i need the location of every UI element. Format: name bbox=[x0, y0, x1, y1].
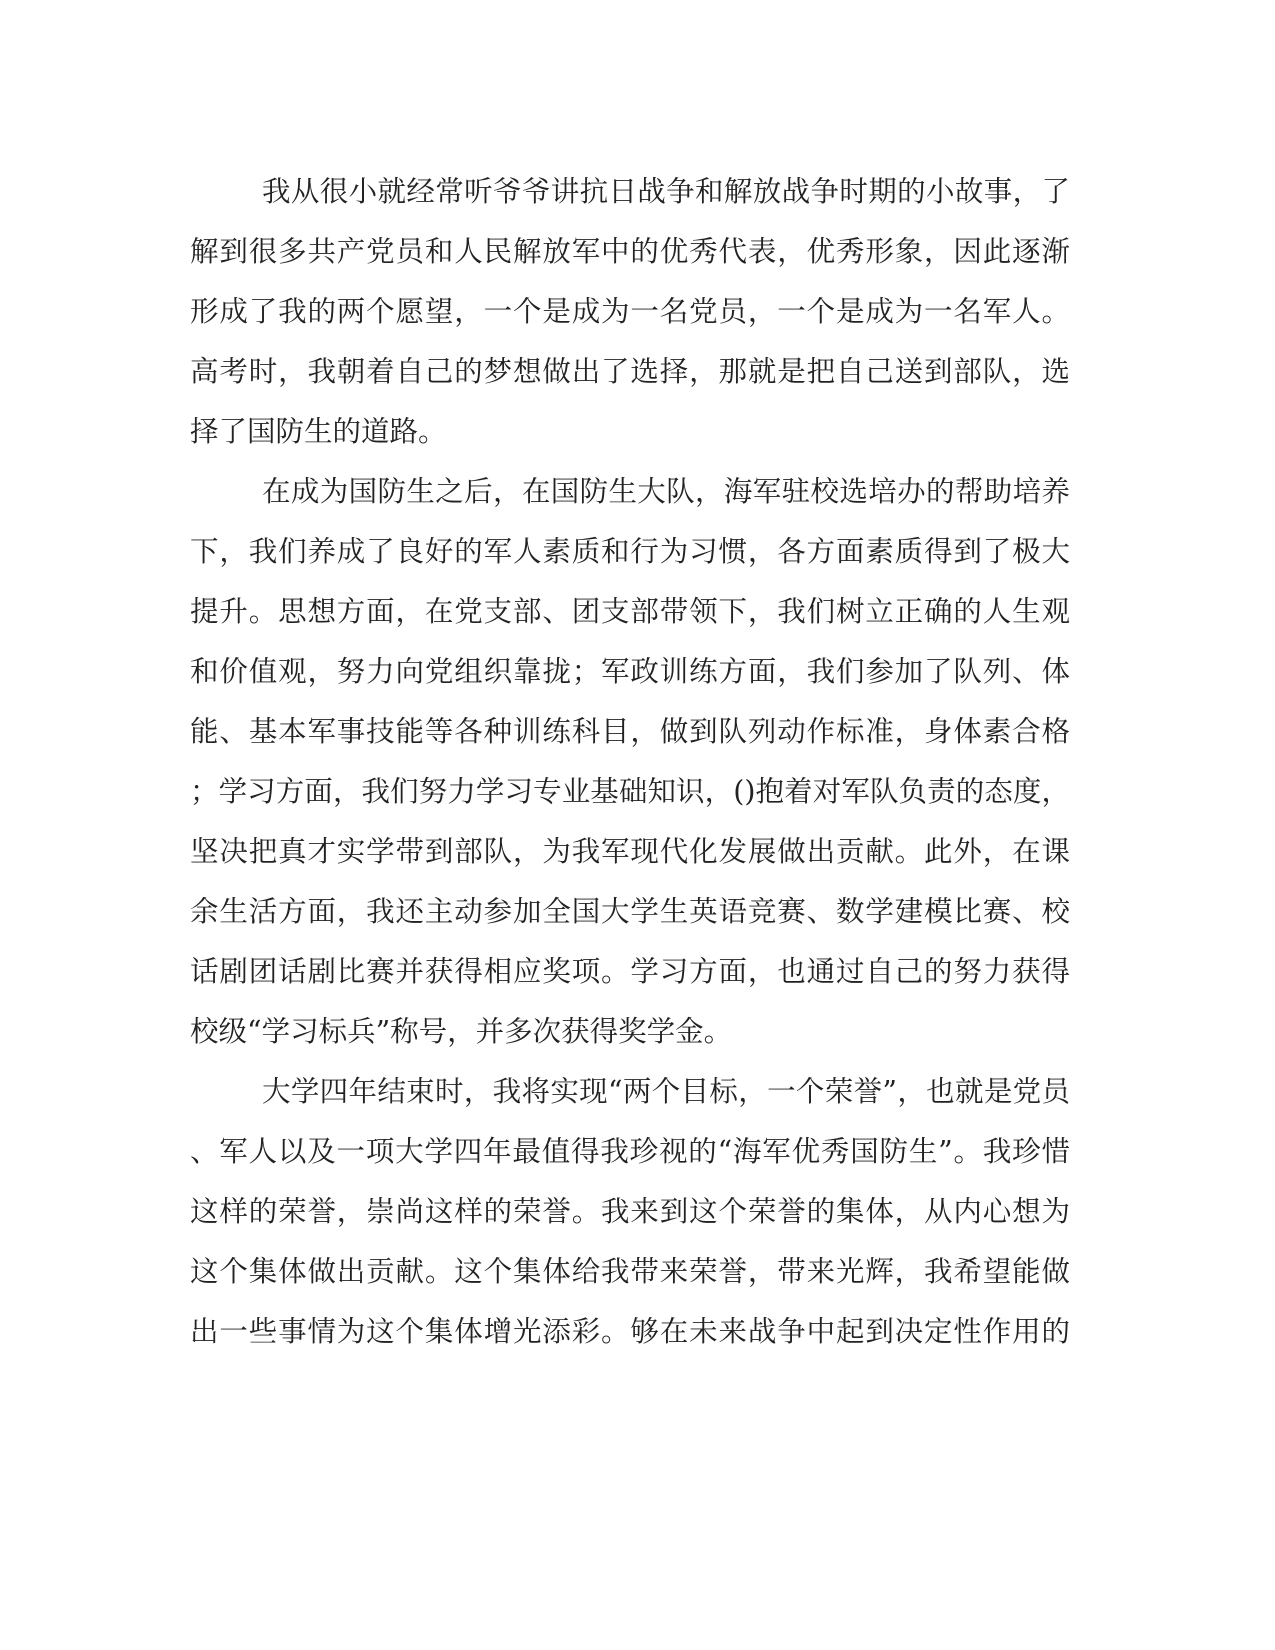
text-line: 下，我们养成了良好的军人素质和行为习惯，各方面素质得到了极大 bbox=[190, 535, 1070, 568]
text-line: 话剧团话剧比赛并获得相应奖项。学习方面，也通过自己的努力获得 bbox=[190, 955, 1070, 988]
text-line: 解到很多共产党员和人民解放军中的优秀代表，优秀形象，因此逐渐 bbox=[190, 235, 1070, 268]
text-line: 出一些事情为这个集体增光添彩。够在未来战争中起到决定性作用的 bbox=[190, 1315, 1070, 1348]
text-line: 校级“学习标兵”称号，并多次获得奖学金。 bbox=[190, 1015, 733, 1048]
text-line: 这样的荣誉，崇尚这样的荣誉。我来到这个荣誉的集体，从内心想为 bbox=[190, 1195, 1070, 1228]
text-line: 在成为国防生之后，在国防生大队，海军驻校选培办的帮助培养 bbox=[262, 475, 1070, 508]
paragraph-1 bbox=[190, 162, 1070, 462]
text-line: 余生活方面，我还主动参加全国大学生英语竞赛、数学建模比赛、校 bbox=[190, 895, 1070, 928]
text-line: 我从很小就经常听爷爷讲抗日战争和解放战争时期的小故事，了 bbox=[262, 175, 1070, 208]
text-line: 提升。思想方面，在党支部、团支部带领下，我们树立正确的人生观 bbox=[190, 595, 1070, 628]
text-line: 高考时，我朝着自己的梦想做出了选择，那就是把自己送到部队，选 bbox=[190, 355, 1070, 388]
text-line: 和价值观，努力向党组织靠拢；军政训练方面，我们参加了队列、体 bbox=[190, 655, 1070, 688]
text-line: 形成了我的两个愿望，一个是成为一名党员，一个是成为一名军人。 bbox=[190, 295, 1070, 328]
text-line: 能、基本军事技能等各种训练科目，做到队列动作标准，身体素合格 bbox=[190, 715, 1070, 748]
text-line: 、军人以及一项大学四年最值得我珍视的“海军优秀国防生”。我珍惜 bbox=[190, 1135, 1070, 1168]
paragraph-3 bbox=[190, 1062, 1070, 1362]
text-line: 坚决把真才实学带到部队，为我军现代化发展做出贡献。此外，在课 bbox=[190, 835, 1070, 868]
text-line: 大学四年结束时，我将实现“两个目标，一个荣誉”，也就是党员 bbox=[262, 1075, 1070, 1108]
text-line: 择了国防生的道路。 bbox=[190, 415, 447, 448]
paragraph-2 bbox=[190, 462, 1070, 1062]
text-line: 这个集体做出贡献。这个集体给我带来荣誉，带来光辉，我希望能做 bbox=[190, 1255, 1070, 1288]
text-line: ；学习方面，我们努力学习专业基础知识，()抱着对军队负责的态度， bbox=[190, 775, 1070, 808]
body-text bbox=[190, 162, 1070, 1362]
